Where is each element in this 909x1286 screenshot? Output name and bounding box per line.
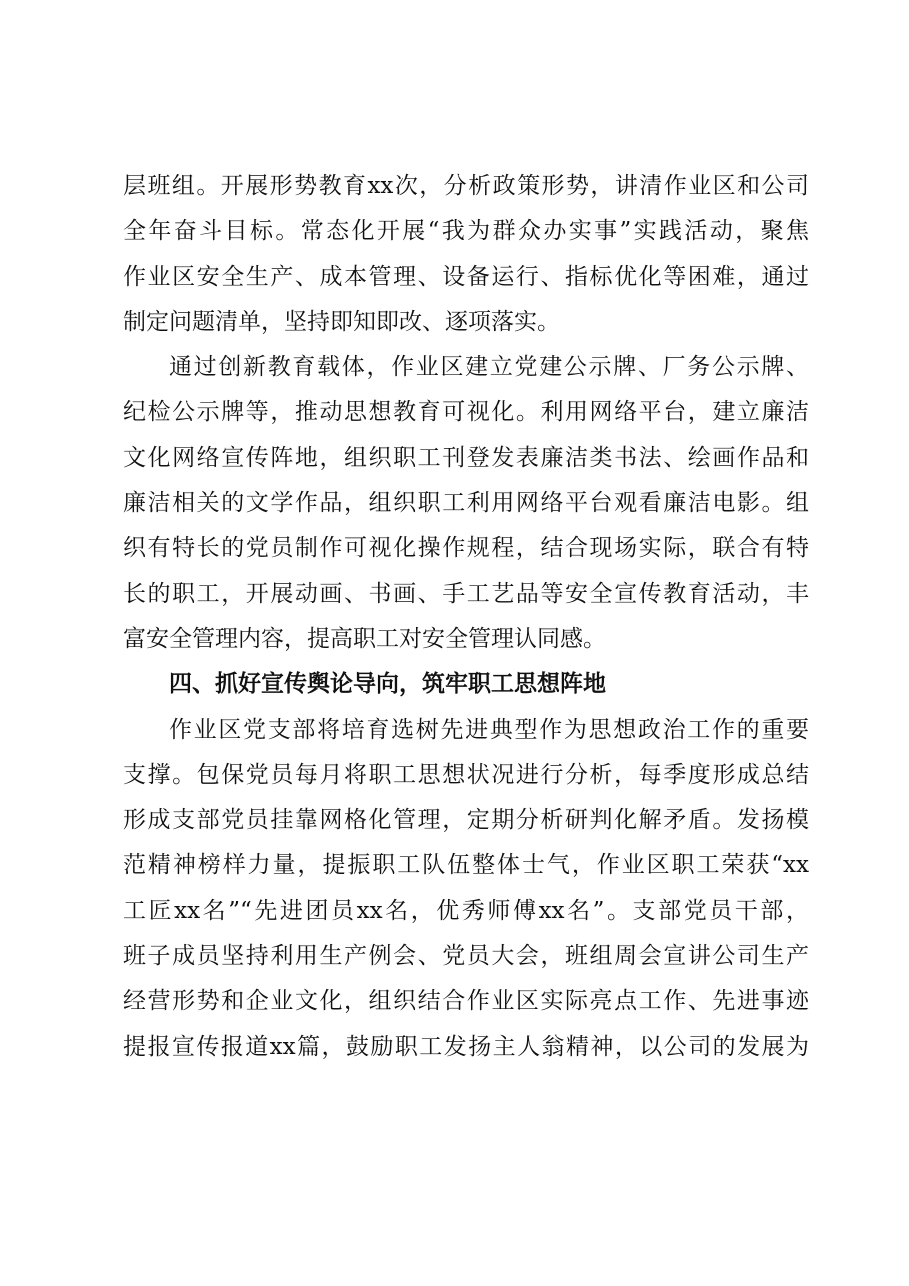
paragraph-advanced-models [123, 708, 809, 1070]
text-line: 富安全管理内容，提高职工对安全管理认同感。 [123, 625, 606, 652]
text-line: 长的职工，开展动画、书画、手工艺品等安全宣传教育活动，丰 [123, 580, 809, 607]
paragraph-continuation [123, 164, 809, 345]
text-line: 工匠xx名”“先进团员xx名，优秀师傅xx名”。支部党员干部， [123, 897, 809, 924]
text-line: 支撑。包保党员每月将职工思想状况进行分析，每季度形成总结 [123, 761, 809, 788]
text-line: 织有特长的党员制作可视化操作规程，结合现场实际，联合有特 [123, 535, 809, 562]
document-body [123, 164, 809, 1070]
section-heading: 四、抓好宣传舆论导向，筑牢职工思想阵地 [169, 671, 606, 698]
text-line: 通过创新教育载体，作业区建立党建公示牌、厂务公示牌、 [169, 354, 809, 381]
text-line: 全年奋斗目标。常态化开展“我为群众办实事”实践活动，聚焦 [123, 218, 809, 245]
text-line: 层班组。开展形势教育xx次，分析政策形势，讲清作业区和公司 [123, 173, 809, 199]
text-line: 作业区安全生产、成本管理、设备运行、指标优化等困难，通过 [123, 263, 809, 290]
text-line: 范精神榜样力量，提振职工队伍整体士气，作业区职工荣获“xx [123, 852, 809, 879]
paragraph-education-carrier [123, 345, 809, 662]
text-line: 廉洁相关的文学作品，组织职工利用网络平台观看廉洁电影。组 [123, 490, 809, 517]
text-line: 制定问题清单，坚持即知即改、逐项落实。 [123, 308, 560, 335]
text-line: 纪检公示牌等，推动思想教育可视化。利用网络平台，建立廉洁 [123, 399, 809, 426]
text-line: 作业区党支部将培育选树先进典型作为思想政治工作的重要 [169, 716, 809, 743]
text-line: 文化网络宣传阵地，组织职工刊登发表廉洁类书法、绘画作品和 [123, 444, 809, 471]
text-line: 班子成员坚持利用生产例会、党员大会，班组周会宣讲公司生产 [123, 943, 809, 970]
text-line: 经营形势和企业文化，组织结合作业区实际亮点工作、先进事迹 [123, 988, 809, 1015]
text-line: 形成支部党员挂靠网格化管理，定期分析研判化解矛盾。发扬模 [123, 807, 809, 834]
text-line: 提报宣传报道xx篇，鼓励职工发扬主人翁精神，以公司的发展为 [123, 1033, 809, 1060]
